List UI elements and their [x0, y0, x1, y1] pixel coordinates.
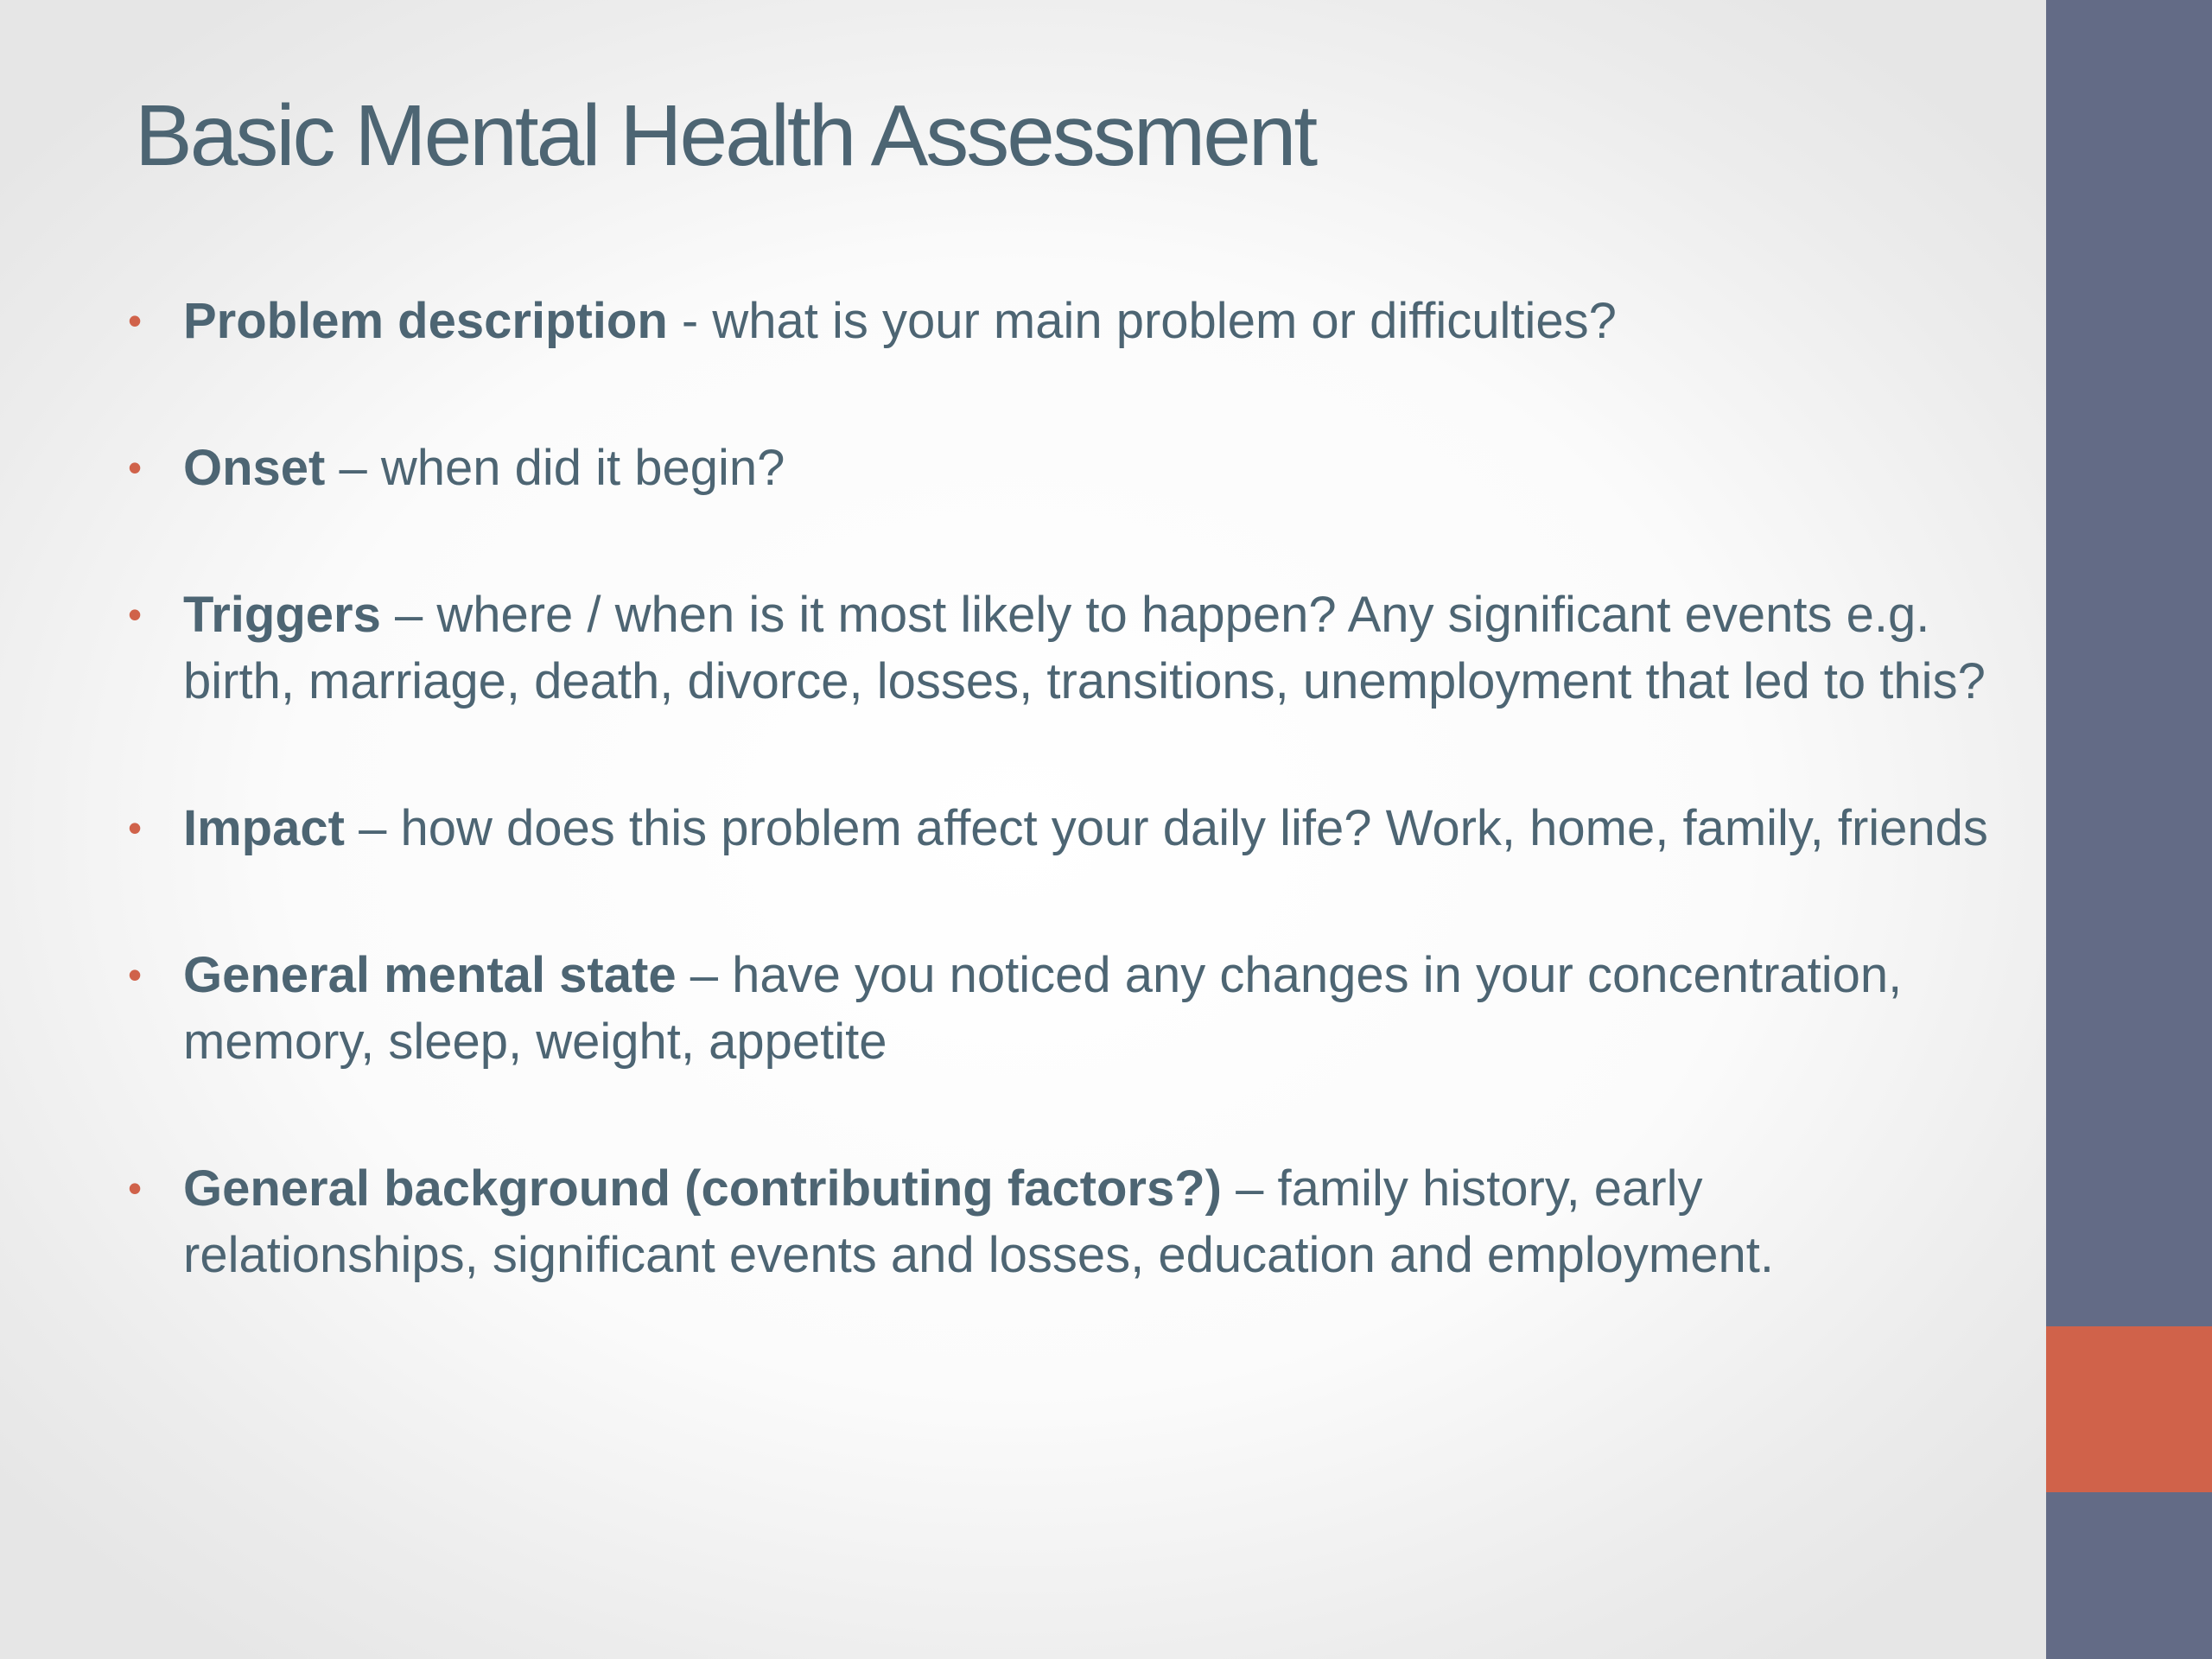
slide-title: Basic Mental Health Assessment [135, 87, 1316, 184]
item-term: Triggers [183, 587, 381, 643]
item-text: – family history, early relationships, significant events and losses, education and employment. [183, 1160, 1774, 1283]
bullet-dot-icon: • [128, 1166, 143, 1211]
item-text: – have you noticed any changes in your concentration, memory, sleep, weight, appetite [183, 947, 1903, 1070]
list-item-general-mental-state [128, 942, 2006, 1075]
item-term: Onset [183, 440, 326, 496]
bullet-dot-icon: • [128, 445, 143, 490]
item-text: – how does this problem affect your daily life? Work, home, family, friends [344, 800, 1988, 856]
list-item-general-background [128, 1155, 2006, 1288]
item-term: General background (contributing factors?) [183, 1160, 1222, 1217]
accent-block [2046, 1326, 2212, 1492]
item-term: General mental state [183, 947, 677, 1003]
item-term: Problem description [183, 293, 668, 349]
item-text: – where / when is it most likely to happen? Any significant events e.g. birth, marriage, death, divorce, losses, transitions, unemployment that led to this? [183, 587, 1986, 709]
list-item-problem-description [128, 288, 2006, 354]
item-term: Impact [183, 800, 345, 856]
item-text: - what is your main problem or difficulties? [667, 293, 1617, 349]
bullet-dot-icon: • [128, 592, 143, 637]
list-item-impact [128, 795, 2006, 861]
list-item-triggers [128, 582, 2006, 715]
list-item-onset [128, 435, 2006, 501]
bullet-dot-icon: • [128, 952, 143, 997]
bullet-list [128, 288, 2006, 1369]
item-text: – when did it begin? [325, 440, 785, 496]
bullet-dot-icon: • [128, 805, 143, 850]
bullet-dot-icon: • [128, 298, 143, 343]
